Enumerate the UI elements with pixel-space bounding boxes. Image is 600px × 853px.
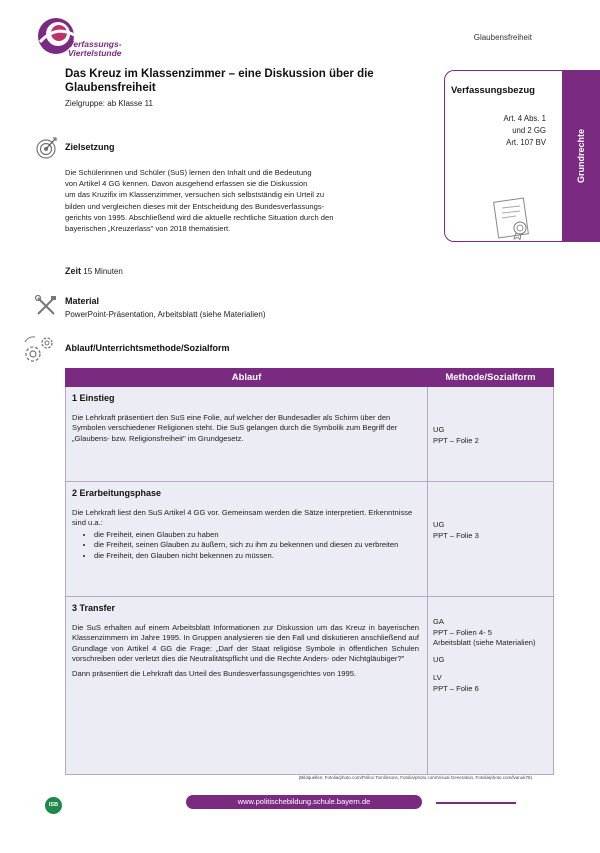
ablauf-cell [66,482,428,597]
ablauf-cell [66,597,428,775]
table-header-row [66,369,554,387]
tools-icon [34,294,58,318]
target-group: Zielgruppe: ab Klasse 11 [65,99,153,108]
list-item: • die Freiheit, den Glauben nicht bekennen zu müssen. [94,551,419,562]
methode-item: PPT – Folie 2 [433,435,479,445]
table-row [66,387,554,482]
row-text-2: Dann präsentiert die Lehrkraft das Urteil des Bundesverfassungsgerichtes von 1995. [72,668,357,678]
material-text: PowerPoint-Präsentation, Arbeitsblatt (siehe Materialien) [65,310,266,319]
zeit-line [65,266,123,276]
footer-url-bar[interactable] [186,795,422,809]
col-header-ablauf: Ablauf [66,369,428,387]
ablauf-table [65,368,554,775]
footer-url[interactable]: www.politischebildung.schule.bayern.de [237,797,371,806]
row-heading: 3 Transfer [72,603,116,613]
zeit-label: Zeit [65,266,82,276]
header-topic: Glaubensfreiheit [473,33,532,42]
col-header-methode: Methode/Sozialform [428,369,554,387]
zielsetzung-heading: Zielsetzung [65,142,115,152]
footer-divider [436,802,516,804]
list-item: • die Freiheit, einen Glauben zu haben [94,530,419,541]
methode-cell [428,597,554,775]
row-heading: 2 Erarbeitungsphase [72,488,162,498]
bullet-list [72,530,419,562]
methode-item: UG [433,654,445,664]
methode-cell [428,482,554,597]
row-text: Die SuS erhalten auf einem Arbeitsblatt Informationen zur Diskussion um das Kreuz in bayerischen Klassenzimmern im Jahre 1995. In Gruppen analysieren sie den Fall und diskutieren anschließend auf Grundlage von Artikel 4 GG die Frage: „Darf der Staat religiöse Symbole in öffentlichen Schulen vorschreiben oder verletzt dies die Neutralitätspflicht und die Rechte Anders- oder Nichtgläubiger?" [72,622,419,663]
table-row [66,597,554,775]
gears-icon [22,334,58,366]
verfassungsbezug-title: Verfassungsbezug [451,85,535,96]
material-heading: Material [65,296,100,306]
row-text: Die Lehrkraft präsentiert den SuS eine Folie, auf welcher der Bundesadler als Schirm über den Symbolen verschiedener Religionen steht. Die SuS gelangen durch die Symbolik zum Begriff der „Glaubens- bzw. Religionsfreiheit" im Grundgesetz. [72,412,398,443]
logo-text: Verfassungs- Viertelstunde [68,39,122,58]
grundrechte-tab: Grundrechte [562,70,600,242]
isb-logo: ISB [45,797,62,814]
methode-item: LV [433,673,442,682]
zielsetzung-text: Die Schülerinnen und Schüler (SuS) lernen den Inhalt und die Bedeutung von Artikel 4 GG kennen. Davon ausgehend erfassen sie die Diskussion um das Kruzifix im Klassenzimmer, versuchen sich selbstständig ein Urteil zu bilden und vergleichen dieses mit der Entscheidung des Bundesverfassungs- gerichts von 1995. Abschließend wird die aktuelle rechtliche Situation durch den bayerischen „Kreuzerlass" von 2018 thematisiert. [65,168,334,234]
list-item: • die Freiheit, seinen Glauben zu äußern, sich zu ihm zu bekennen und diesen zu verbreiten [94,540,419,551]
methode-item: PPT – Folie 6 [433,683,479,693]
image-credits: (Bildquellen: Fotolia/photo.com/Pollox Tomlinsons, Fotolia/photo.com/Visual Generation, Fotolia/photo.com/lvanuk78) [298,775,532,780]
methode-item: GA [433,617,444,626]
certificate-icon [492,196,534,240]
verfassungsbezug-refs: Art. 4 Abs. 1 und 2 GG Art. 107 BV [503,114,546,147]
methode-item: PPT – Folien 4- 5 [433,627,492,637]
methode-item: Arbeitsblatt (siehe Materialien) [433,638,536,647]
ablauf-heading: Ablauf/Unterrichtsmethode/Sozialform [65,343,230,353]
target-icon [34,136,58,160]
methode-cell [428,387,554,482]
ablauf-cell [66,387,428,482]
table-row [66,482,554,597]
row-text: Die Lehrkraft liest den SuS Artikel 4 GG vor. Gemeinsam werden die Sätze interpretiert. Erkenntnisse sind u.a.: [72,507,413,527]
methode-item: PPT – Folie 3 [433,530,479,540]
methode-item: UG [433,520,445,529]
methode-item: UG [433,425,445,434]
page-title: Das Kreuz im Klassenzimmer – eine Diskussion über die Glaubensfreiheit [65,68,374,94]
row-heading: 1 Einstieg [72,393,115,403]
zeit-value: 15 Minuten [83,267,123,276]
